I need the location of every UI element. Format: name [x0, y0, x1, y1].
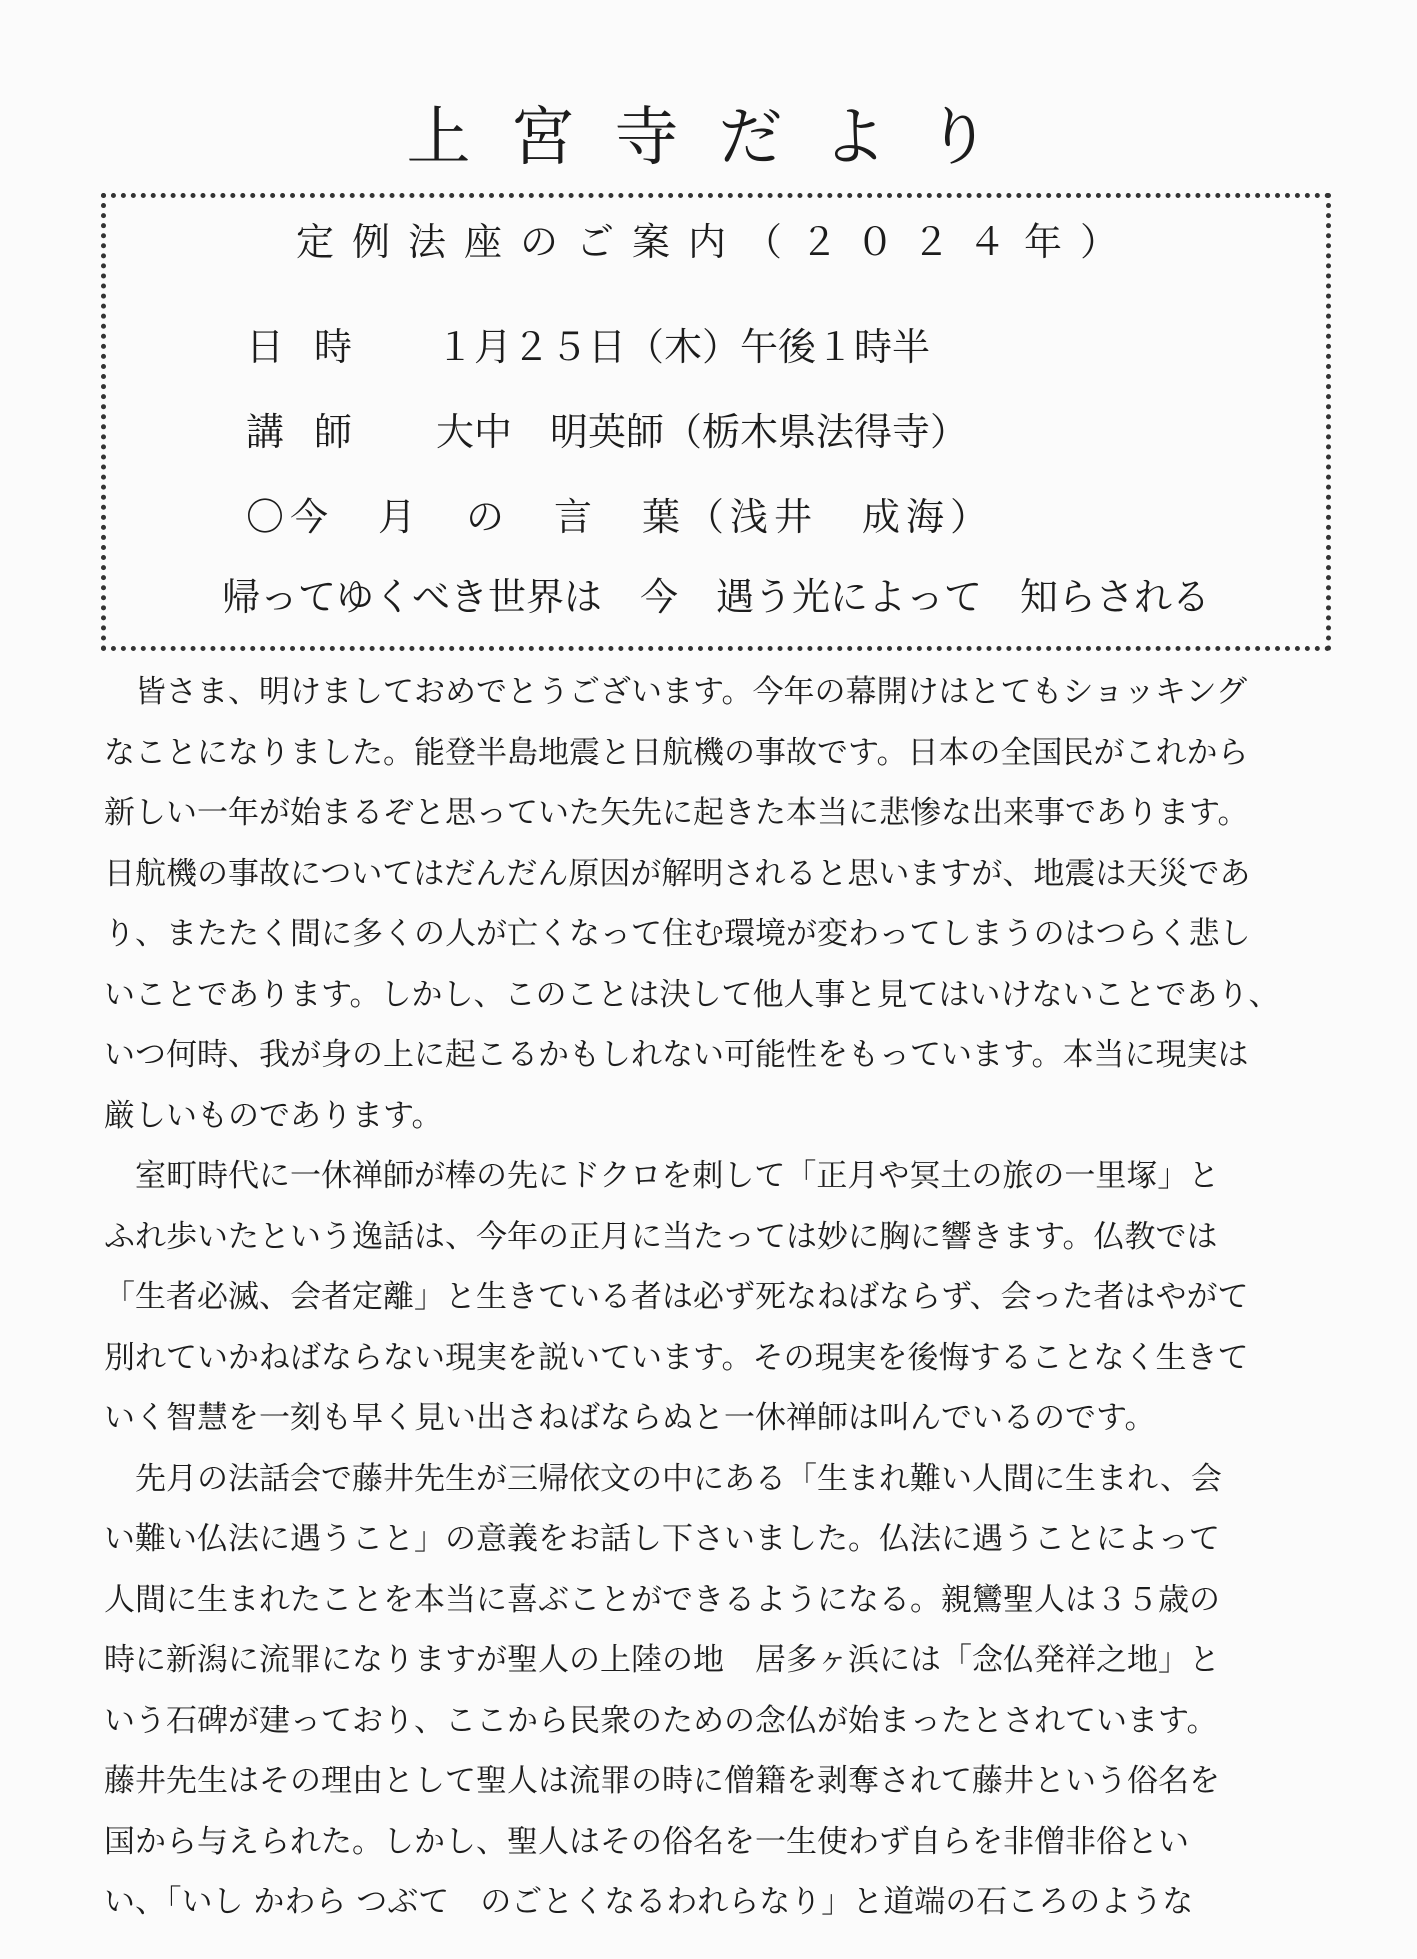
body-line: 厳しいものであります。: [104, 1097, 443, 1134]
body-line: 人間に生まれたことを本当に喜ぶことができるようになる。親鸞聖人は３５歳の: [104, 1581, 1220, 1618]
datetime-row: [246, 323, 930, 371]
body-line: いう石碑が建っており、ここから民衆のための念仏が始まったとされています。: [104, 1702, 1218, 1739]
body-line: なことになりました。能登半島地震と日航機の事故です。日本の全国民がこれから: [104, 734, 1249, 771]
newsletter-title: 上宮寺だより: [406, 101, 1031, 175]
words-of-month-row: [246, 493, 994, 541]
body-line: いことであります。しかし、このことは決して他人事と見てはいけないことであり、: [104, 976, 1280, 1013]
body-line: ふれ歩いたという逸話は、今年の正月に当たっては妙に胸に響きます。仏教では: [104, 1218, 1218, 1255]
service-notice-box: [101, 193, 1331, 651]
words-of-month-label: 〇今 月 の 言 葉: [246, 495, 687, 539]
body-line: 国から与えられた。しかし、聖人はその俗名を一生使わず自らを非僧非俗とい: [104, 1823, 1189, 1860]
lecturer-row: [246, 408, 968, 456]
article-body: [104, 662, 1334, 1933]
body-line: 別れていかねばならない現実を説いています。その現実を後悔することなく生きて: [104, 1339, 1249, 1376]
body-line: 時に新潟に流罪になりますが聖人の上陸の地 居多ヶ浜には「念仏発祥之地」と: [104, 1642, 1220, 1678]
body-line: 皆さま、明けましておめでとうございます。今年の幕開けはとてもショッキング: [135, 674, 1247, 710]
lecturer-value: 大中 明英師（栃木県法得寺）: [436, 410, 969, 454]
words-of-month-author: （浅井 成海）: [686, 495, 995, 539]
body-line: 日航機の事故についてはだんだん原因が解明されると思いますが、地震は天災であ: [104, 855, 1251, 892]
body-line: い難い仏法に遇うこと」の意義をお話し下さいました。仏法に遇うことによって: [104, 1521, 1220, 1557]
body-line: 「生者必滅、会者定離」と生きている者は必ず死なねばならず、会った者はやがて: [104, 1279, 1249, 1315]
datetime-label: 日時: [246, 325, 383, 369]
body-line: いつ何時、我が身の上に起こるかもしれない可能性をもっています。本当に現実は: [104, 1037, 1249, 1073]
datetime-value: １月２５日（木）午後１時半: [436, 325, 931, 369]
body-line: 藤井先生はその理由として聖人は流罪の時に僧籍を剥奪されて藤井という俗名を: [104, 1763, 1220, 1799]
body-line: い、「いし かわら つぶて のごとくなるわれらなり」と道端の石ころのような: [104, 1884, 1194, 1920]
body-line: 先月の法話会で藤井先生が三帰依文の中にある「生まれ難い人間に生まれ、会: [135, 1460, 1222, 1497]
body-line: いく智慧を一刻も早く見い出さねばならぬと一休禅師は叫んでいるのです。: [104, 1400, 1156, 1436]
lecturer-label: 講師: [246, 410, 383, 454]
body-line: 室町時代に一休禅師が棒の先にドクロを刺して「正月や冥土の旅の一里塚」と: [135, 1158, 1220, 1194]
body-line: り、またたく間に多くの人が亡くなって住む環境が変わってしまうのはつらく悲し: [104, 916, 1251, 952]
monthly-quote: 帰ってゆくべき世界は 今 遇う光によって 知らされる: [221, 575, 1210, 619]
body-line: 新しい一年が始まるぞと思っていた矢先に起きた本当に悲惨な出来事であります。: [104, 795, 1249, 831]
notice-heading: 定例法座のご案内（２０２４年）: [295, 220, 1136, 264]
